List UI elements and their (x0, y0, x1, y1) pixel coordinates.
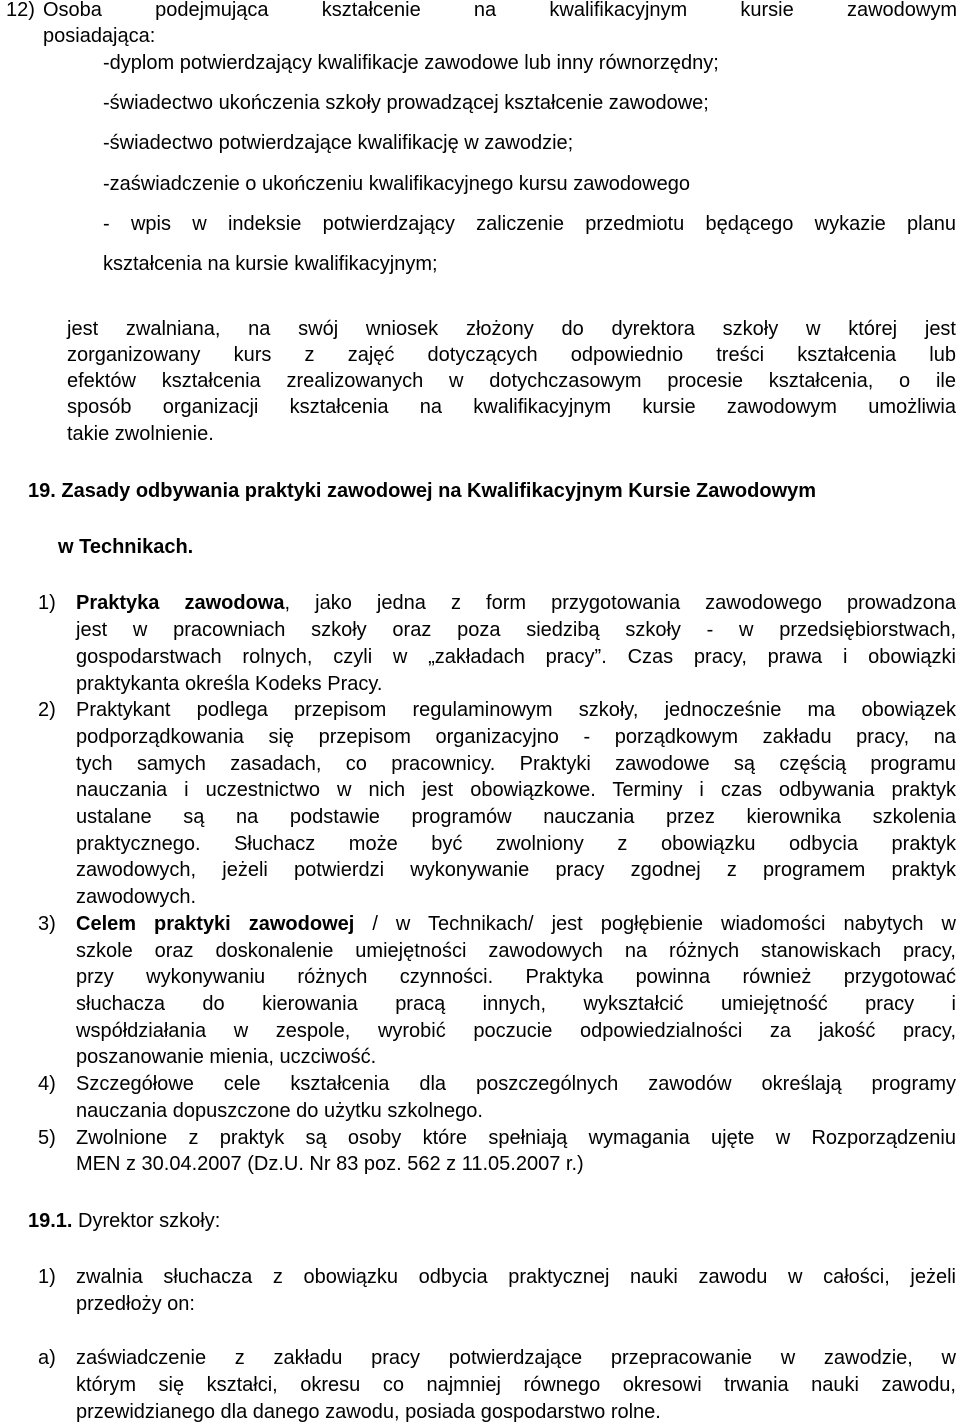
paragraph-line: sposób organizacji kształcenia na kwalifikacyjnym kursie zawodowym umożliwia (67, 396, 956, 418)
paragraph-line: zorganizowany kurs z zajęć dotyczących odpowiednio treści kształcenia lub (67, 344, 956, 366)
item-number: 1) (38, 1266, 56, 1288)
paragraph-line: jest zwalniana, na swój wniosek złożony do dyrektora szkoły w której jest (67, 318, 956, 340)
item-number: 2) (38, 699, 56, 721)
paragraph-line: nauczania i uczestnictwo w nich jest obowiązkowe. Terminy i czas odbywania praktyk (76, 779, 956, 801)
paragraph-line: praktycznego. Słuchacz może być zwolniony z obowiązku odbycia praktyk (76, 833, 956, 855)
list-item-continuation: kształcenia na kursie kwalifikacyjnym; (103, 253, 438, 275)
paragraph-line: współdziałania w zespole, wyrobić poczucie odpowiedzialności za jakość pracy, (76, 1020, 956, 1042)
paragraph-line: MEN z 30.04.2007 (Dz.U. Nr 83 poz. 562 z 11.05.2007 r.) (76, 1153, 584, 1175)
subsection-heading (28, 1208, 220, 1234)
list-item: - wpis w indeksie potwierdzający zaliczenie przedmiotu będącego wykazie planu (103, 213, 956, 235)
paragraph-line: szkole oraz doskonalenie umiejętności zawodowych na różnych stanowiskach pracy, (76, 940, 956, 962)
list-item: -zaświadczenie o ukończeniu kwalifikacyjnego kursu zawodowego (103, 173, 690, 195)
paragraph-line: posiadająca: (43, 25, 156, 47)
section-heading-continuation: w Technikach. (58, 536, 194, 558)
paragraph-line: zawodowych, jeżeli potwierdzi wykonywanie pracy zgodnej z programem praktyk (76, 859, 956, 881)
paragraph-text: , jako jedna z form przygotowania zawodowego prowadzona (284, 592, 956, 614)
list-item: -świadectwo ukończenia szkoły prowadzącej kształcenie zawodowe; (103, 92, 709, 114)
paragraph-line: gospodarstwach rolnych, czyli w „zakładach pracy”. Czas pracy, prawa i obowiązki (76, 646, 956, 668)
subsection-title: Dyrektor szkoły: (72, 1210, 221, 1232)
bold-term: Praktyka zawodowa (76, 592, 285, 614)
paragraph-line: zawodowych. (76, 886, 197, 908)
subsection-number: 19.1. (28, 1210, 73, 1232)
paragraph-line (76, 911, 956, 937)
list-item: -świadectwo potwierdzające kwalifikację w zawodzie; (103, 132, 574, 154)
paragraph-line: tych samych zasadach, co pracownicy. Praktyki zawodowe są częścią programu (76, 753, 956, 775)
paragraph-line: efektów kształcenia zrealizowanych w dotychczasowym procesie kształcenia, o ile (67, 370, 956, 392)
item-number: 5) (38, 1127, 56, 1149)
paragraph-line: Osoba podejmująca kształcenie na kwalifikacyjnym kursie zawodowym (43, 0, 957, 21)
paragraph-line: podporządkowania się przepisom organizacyjno - porządkowym zakładu pracy, na (76, 726, 956, 748)
paragraph-line (76, 590, 956, 616)
section-heading: 19. Zasady odbywania praktyki zawodowej na Kwalifikacyjnym Kursie Zawodowym (28, 480, 817, 502)
list-item: -dyplom potwierdzający kwalifikacje zawodowe lub inny równorzędny; (103, 52, 719, 74)
paragraph-text: / w Technikach/ jest pogłębienie wiadomości nabytych w (354, 913, 956, 935)
paragraph-line: takie zwolnienie. (67, 423, 214, 445)
paragraph-line: Szczegółowe cele kształcenia dla poszczególnych zawodów określają programy (76, 1073, 956, 1095)
paragraph-line: zwalnia słuchacza z obowiązku odbycia praktycznej nauki zawodu w całości, jeżeli (76, 1266, 956, 1288)
paragraph-line: przewidzianego dla danego zawodu, posiada gospodarstwo rolne. (76, 1401, 661, 1423)
paragraph-line: słuchacza do kierowania pracą innych, wykształcić umiejętność pracy i (76, 993, 956, 1015)
bold-term: Celem praktyki zawodowej (76, 913, 355, 935)
paragraph-line: praktykanta określa Kodeks Pracy. (76, 673, 383, 695)
paragraph-line: ustalane są na podstawie programów nauczania przez kierownika szkolenia (76, 806, 956, 828)
paragraph-line: zaświadczenie z zakładu pracy potwierdzające przepracowanie w zawodzie, w (76, 1347, 956, 1369)
paragraph-line: przy wykonywaniu różnych czynności. Praktyka powinna również przygotować (76, 966, 956, 988)
paragraph-line: nauczania dopuszczone do użytku szkolnego. (76, 1100, 483, 1122)
paragraph-line: Zwolnione z praktyk są osoby które spełniają wymagania ujęte w Rozporządzeniu (76, 1127, 956, 1149)
paragraph-line: którym się kształci, okresu co najmniej równego okresowi trwania nauki zawodu, (76, 1374, 956, 1396)
item-number: 4) (38, 1073, 56, 1095)
item-number: 12) (6, 0, 35, 21)
paragraph-line: jest w pracowniach szkoły oraz poza siedzibą szkoły - w przedsiębiorstwach, (76, 619, 956, 641)
item-number: 1) (38, 592, 56, 614)
paragraph-line: Praktykant podlega przepisom regulaminowym szkoły, jednocześnie ma obowiązek (76, 699, 956, 721)
paragraph-line: poszanowanie mienia, uczciwość. (76, 1046, 377, 1068)
paragraph-line: przedłoży on: (76, 1293, 195, 1315)
item-number: 3) (38, 913, 56, 935)
item-letter: a) (38, 1347, 56, 1369)
